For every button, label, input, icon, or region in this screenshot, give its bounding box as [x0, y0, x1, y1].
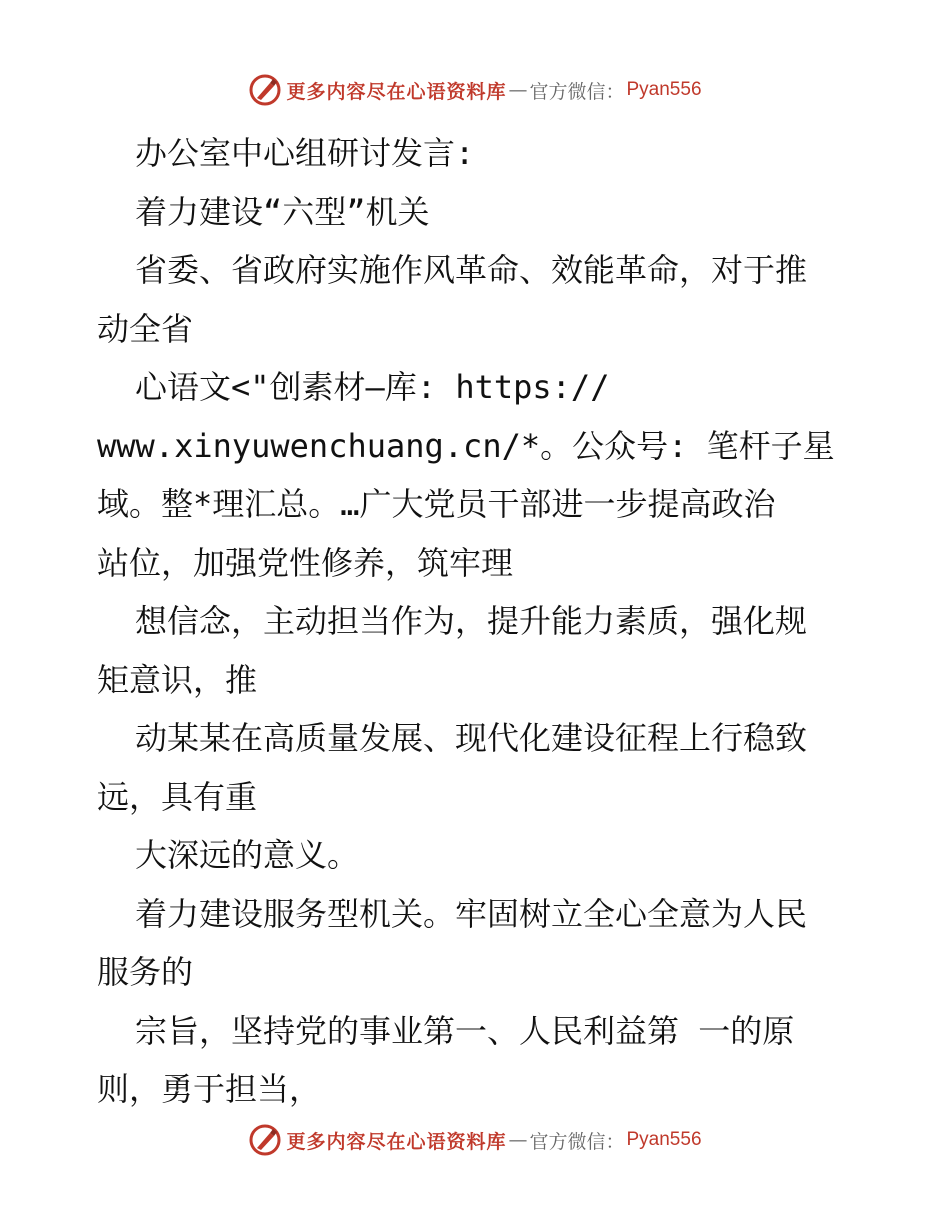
text-line: 域。整*理汇总。…广大党员干部进一步提高政治	[97, 485, 776, 523]
text-line: 宗旨，坚持党的事业第一、人民利益第 一的原	[135, 1011, 795, 1050]
text-line: www.xinyuwenchuang.cn/*。公众号: 笔杆子星	[97, 426, 835, 465]
text-line: 服务的	[97, 953, 194, 991]
footer-watermark-banner	[0, 1120, 950, 1160]
text-line: 想信念，主动担当作为，提升能力素质，强化规	[135, 602, 808, 640]
text-line: 动某某在高质量发展、现代化建设征程上行稳致	[135, 719, 808, 757]
banner-brand-text: 更多内容尽在心语资料库	[286, 1130, 507, 1153]
text-line: 办公室中心组研讨发言:	[135, 134, 475, 172]
banner-wechat-id: Pyan556	[626, 79, 702, 100]
text-line: 矩意识，推	[97, 660, 258, 699]
text-line: 动全省	[97, 309, 194, 348]
text-line: 远，具有重	[97, 777, 258, 816]
text-line: 心语文<"创素材—库: https://	[135, 368, 610, 406]
text-line: 则，勇于担当，	[97, 1070, 322, 1108]
text-line: 站位，加强党性修养，筑牢理	[97, 543, 514, 582]
pen-logo-icon	[248, 73, 282, 107]
text-line: 省委、省政府实施作风革命、效能革命，对于推	[135, 251, 808, 289]
banner-dash: —	[508, 79, 528, 101]
document-body	[97, 124, 857, 1119]
banner-wechat-id: Pyan556	[626, 1129, 702, 1150]
text-line: 大深远的意义。	[135, 836, 360, 874]
pen-logo-icon	[248, 1123, 282, 1157]
text-line: 着力建设服务型机关。牢固树立全心全意为人民	[135, 894, 808, 933]
text-line: 着力建设“六型”机关	[135, 192, 430, 231]
banner-wechat-label: 官方微信：	[529, 80, 625, 103]
banner-dash: —	[508, 1129, 528, 1151]
header-watermark-banner	[0, 70, 950, 110]
banner-brand-text: 更多内容尽在心语资料库	[286, 80, 507, 103]
banner-wechat-label: 官方微信：	[529, 1130, 625, 1153]
